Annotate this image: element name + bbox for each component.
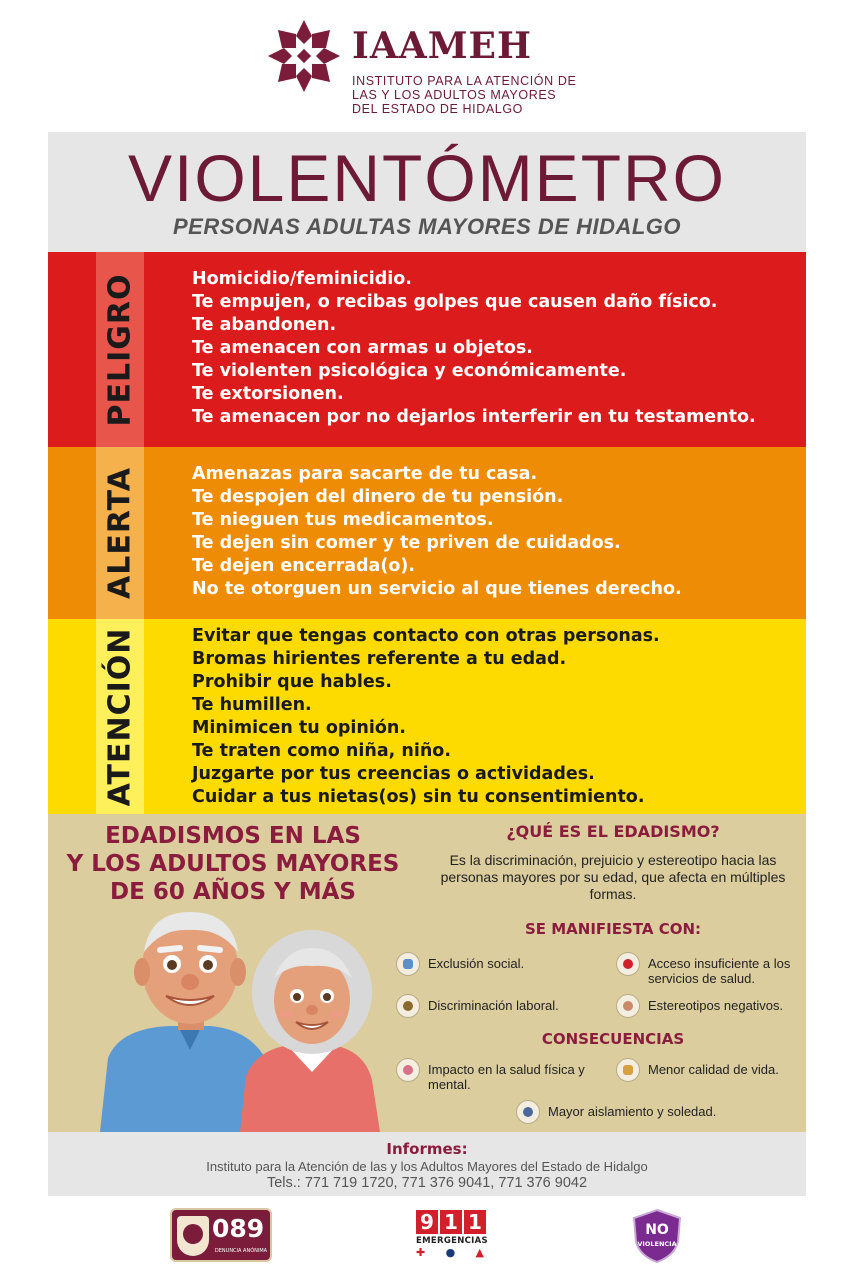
item-label: Estereotipos negativos.	[648, 998, 784, 1013]
list-item: Bromas hirientes referente a tu edad.	[192, 649, 567, 669]
band-label-box	[96, 619, 144, 814]
page-title: VIOLENTÓMETRO	[127, 141, 727, 215]
list-item: Te nieguen tus medicamentos.	[192, 510, 494, 530]
band-label: ATENCIÓN	[102, 627, 138, 806]
list-item: Amenazas para sacarte de tu casa.	[192, 464, 538, 484]
band-label: ALERTA	[102, 467, 138, 599]
consecuencias-item	[396, 1058, 596, 1092]
denuncia-caption: DENUNCIA ANÓNIMA	[214, 1248, 268, 1254]
denuncia-089-logo	[170, 1208, 272, 1262]
list-item: Te amenacen por no dejarlos interferir en tu testamento.	[192, 407, 756, 427]
manifiesta-item	[396, 952, 596, 976]
org-line-1: INSTITUTO PARA LA ATENCIÓN DE	[352, 74, 577, 88]
page-subtitle: PERSONAS ADULTAS MAYORES DE HIDALGO	[172, 214, 682, 239]
police-cap-icon: ●	[445, 1246, 456, 1259]
band-list	[192, 463, 682, 601]
consecuencias-heading: CONSECUENCIAS	[541, 1030, 685, 1048]
list-item: No te otorguen un servicio al que tienes derecho.	[192, 579, 682, 599]
emergency-symbols	[416, 1246, 484, 1259]
list-item: Prohibir que hables.	[192, 672, 392, 692]
item-label: Mayor aislamiento y soledad.	[548, 1104, 717, 1119]
edadismo-heading-line: EDADISMOS EN LAS	[105, 823, 361, 849]
shield-icon	[177, 1216, 209, 1256]
list-item: Cuidar a tus nietas(os) sin tu consentimiento.	[192, 787, 645, 807]
band-list	[192, 625, 660, 809]
fire-icon: ▲	[475, 1246, 484, 1259]
list-item: Te violenten psicológica y económicamente.	[192, 361, 627, 381]
cross-icon: ✚	[416, 1246, 426, 1259]
org-line-3: DEL ESTADO DE HIDALGO	[352, 102, 523, 116]
balance-icon	[616, 1058, 640, 1082]
health-heart-icon	[616, 952, 640, 976]
edadismo-definition: Es la discriminación, prejuicio y estereotipo hacia las personas mayores por su edad, que afecta en múltiples formas.	[440, 852, 786, 902]
list-item: Te dejen sin comer y te priven de cuidados.	[192, 533, 621, 553]
informes-section	[48, 1132, 806, 1196]
band-label: PELIGRO	[102, 273, 138, 426]
brain-icon	[396, 1058, 420, 1082]
band-label-box	[96, 447, 144, 619]
band-alerta	[48, 447, 806, 619]
people-icon	[616, 994, 640, 1018]
manifiesta-heading: SE MANIFIESTA CON:	[524, 920, 702, 938]
elderly-couple-illustration	[90, 908, 390, 1132]
item-label: Discriminación laboral.	[428, 998, 559, 1013]
no-violencia-top: NO	[645, 1222, 669, 1238]
emergency-label: EMERGENCIAS	[416, 1236, 488, 1246]
org-name: IAAMEH	[352, 25, 533, 67]
emergencias-911-logo	[416, 1210, 488, 1264]
list-item: Te abandonen.	[192, 315, 337, 335]
list-item: Te extorsionen.	[192, 384, 344, 404]
manifiesta-item	[396, 994, 606, 1018]
no-violencia-bottom: VIOLENCIA	[637, 1240, 677, 1248]
list-item: Te dejen encerrada(o).	[192, 556, 416, 576]
edadismo-heading-line: DE 60 AÑOS Y MÁS	[110, 879, 356, 905]
band-list	[192, 268, 756, 429]
informes-heading: Informes:	[386, 1140, 468, 1158]
no-violencia-logo	[630, 1208, 684, 1264]
list-item: Te amenacen con armas u objetos.	[192, 338, 533, 358]
iaameh-logo	[266, 18, 606, 118]
gears-icon	[396, 994, 420, 1018]
consecuencias-item	[616, 1058, 802, 1082]
list-item: Minimicen tu opinión.	[192, 718, 406, 738]
informes-phones: Tels.: 771 719 1720, 771 376 9041, 771 376 9042	[266, 1175, 588, 1191]
band-label-box	[96, 252, 144, 447]
list-item: Te empujen, o recibas golpes que causen daño físico.	[192, 292, 718, 312]
list-item: Te humillen.	[192, 695, 312, 715]
item-label: Impacto en la salud física y mental.	[428, 1062, 585, 1092]
manifiesta-item	[616, 994, 802, 1018]
emergency-digits	[416, 1210, 488, 1234]
item-label: Exclusión social.	[428, 956, 525, 971]
denuncia-number: 089	[212, 1214, 265, 1243]
org-full-name	[352, 74, 576, 116]
edadismo-heading	[48, 822, 418, 906]
item-label: Menor calidad de vida.	[648, 1062, 779, 1077]
band-atencion	[48, 619, 806, 814]
consecuencias-item	[516, 1100, 756, 1124]
list-item: Te despojen del dinero de tu pensión.	[192, 487, 564, 507]
edadismo-question: ¿QUÉ ES EL EDADISMO?	[506, 822, 720, 841]
star-logo-icon	[266, 18, 342, 94]
edadismo-section	[48, 814, 806, 1132]
emergency-digit: 9	[416, 1210, 438, 1234]
manifiesta-item	[616, 952, 802, 986]
person-alone-icon	[516, 1100, 540, 1124]
list-item: Te traten como niña, niño.	[192, 741, 451, 761]
emergency-digit: 1	[440, 1210, 462, 1234]
social-exclusion-icon	[396, 952, 420, 976]
list-item: Evitar que tengas contacto con otras personas.	[192, 626, 660, 646]
item-label: Acceso insuficiente a los servicios de salud.	[648, 956, 791, 986]
list-item: Juzgarte por tus creencias o actividades.	[192, 764, 595, 784]
edadismo-heading-line: Y LOS ADULTOS MAYORES	[66, 851, 400, 877]
informes-institution: Instituto para la Atención de las y los Adultos Mayores del Estado de Hidalgo	[206, 1159, 648, 1174]
org-line-2: LAS Y LOS ADULTOS MAYORES	[352, 88, 557, 102]
emergency-digit: 1	[464, 1210, 486, 1234]
band-peligro	[48, 252, 806, 447]
list-item: Homicidio/feminicidio.	[192, 269, 412, 289]
